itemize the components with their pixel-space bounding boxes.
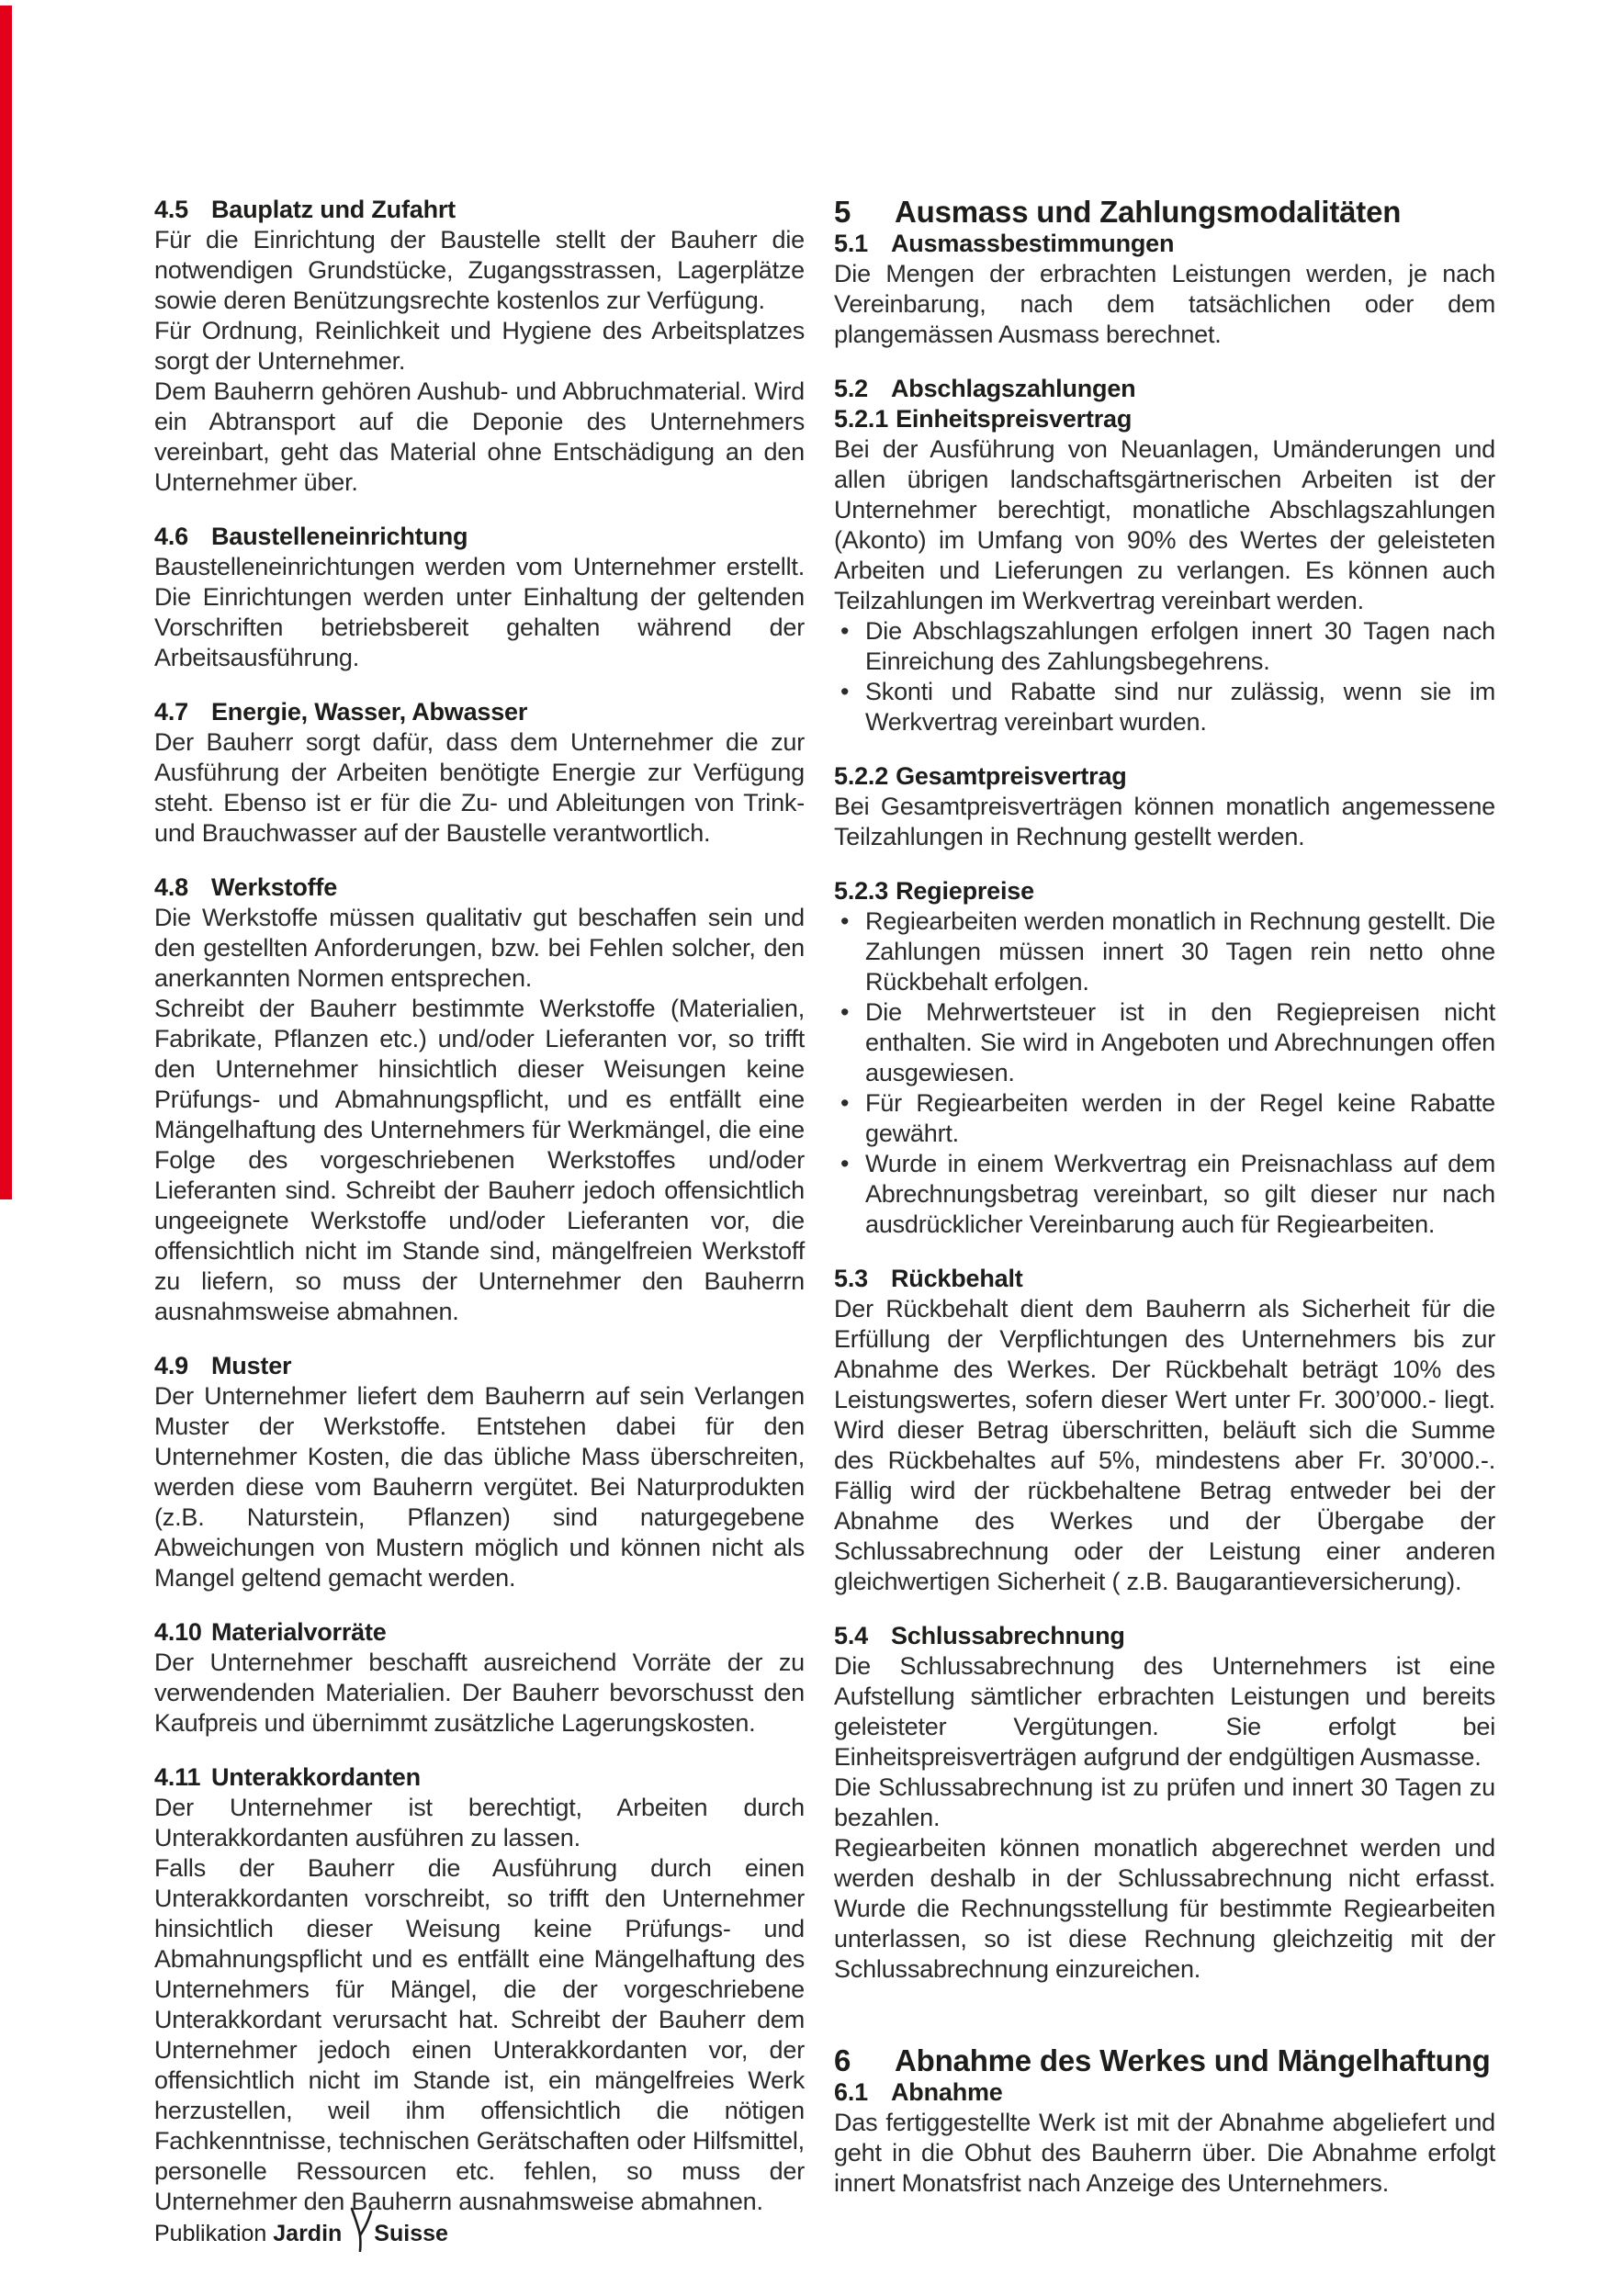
bullet-item bbox=[834, 906, 1495, 997]
section-6 bbox=[834, 2043, 1495, 2077]
bullet-icon: • bbox=[840, 678, 850, 705]
section-5-2 bbox=[834, 374, 1495, 404]
bullet-item bbox=[834, 616, 1495, 677]
body-paragraph: Baustelleneinrichtungen werden vom Unternehmer erstellt. Die Einrichtungen werden unter Einhaltung der geltenden Vorschriften betriebsbereit gehalten während der Arbeitsausführung. bbox=[154, 553, 805, 671]
body-paragraph: Schreibt der Bauherr bestimmte Werkstoffe (Materialien, Fabrikate, Pflanzen etc.) und/oder Lieferanten vor, so trifft den Unternehmer hinsichtlich dieser Weisungen keine Prüfungs- und Abmahnungspflicht, und es entfällt eine Mängelhaftung des Unternehmers für Werkmängel, die eine Folge des vorgeschriebenen Werkstoffes und/oder Lieferanten sind. Schreibt der Bauherr jedoch offensichtlich ungeeignete Werkstoffe und/oder Lieferanten vor, die offensichtlich nicht im Stande sind, mängelfreien Werkstoff zu liefern, so muss der Unternehmer den Bauherrn ausnahmsweise abmahnen. bbox=[154, 995, 805, 1325]
section-number: 4.10 bbox=[154, 1618, 202, 1646]
section-number: 5.2.1 bbox=[834, 405, 889, 433]
body-paragraph: Das fertiggestellte Werk ist mit der Abnahme abgeliefert und geht in die Obhut des Bauherrn über. Die Abnahme erfolgt innert Monatsfrist nach Anzeige des Unternehmers. bbox=[834, 2109, 1495, 2197]
section-5-2-3 bbox=[834, 876, 1495, 1240]
section-number: 5.3 bbox=[834, 1265, 868, 1292]
section-number: 5.2 bbox=[834, 375, 868, 402]
section-heading bbox=[154, 522, 805, 552]
section-number: 4.6 bbox=[154, 523, 188, 550]
section-title: Baustelleneinrichtung bbox=[211, 523, 468, 550]
section-title: Muster bbox=[211, 1352, 292, 1379]
section-heading bbox=[834, 761, 1495, 792]
section-number: 5.2.2 bbox=[834, 762, 889, 790]
section-4-8 bbox=[154, 872, 805, 1327]
bullet-list bbox=[834, 906, 1495, 1240]
section-5 bbox=[834, 195, 1495, 229]
body-paragraph: Die Mengen der erbrachten Leistungen werden, je nach Vereinbarung, nach dem tatsächlichen oder dem plangemässen Ausmass berechnet. bbox=[834, 260, 1495, 348]
section-4-6 bbox=[154, 522, 805, 673]
section-title: Werkstoffe bbox=[211, 873, 338, 901]
section-heading bbox=[154, 1351, 805, 1381]
body-paragraph: Der Bauherr sorgt dafür, dass dem Unternehmer die zur Ausführung der Arbeiten benötigte Energie zur Verfügung steht. Ebenso ist er für die Zu- und Ableitungen von Trink- und Brauchwasser auf der Baustelle verantwortlich. bbox=[154, 728, 805, 847]
section-heading bbox=[834, 404, 1495, 434]
section-title: Ausmass und Zahlungsmodalitäten bbox=[895, 195, 1402, 229]
section-title: Abschlagszahlungen bbox=[891, 375, 1136, 402]
section-number: 4.7 bbox=[154, 698, 188, 726]
section-heading bbox=[834, 195, 1495, 229]
section-title: Regiepreise bbox=[896, 877, 1034, 905]
section-heading bbox=[834, 1621, 1495, 1651]
section-heading bbox=[834, 2043, 1495, 2077]
section-6-1 bbox=[834, 2077, 1495, 2199]
section-number: 4.5 bbox=[154, 196, 188, 223]
section-4-5 bbox=[154, 195, 805, 498]
body-paragraph: Bei Gesamtpreisverträgen können monatlich angemessene Teilzahlungen in Rechnung gestellt werden. bbox=[834, 793, 1495, 850]
body-paragraph: Die Schlussabrechnung ist zu prüfen und innert 30 Tagen zu bezahlen. bbox=[834, 1773, 1495, 1831]
bullet-icon: • bbox=[840, 907, 850, 935]
section-title: Schlussabrechnung bbox=[891, 1622, 1125, 1649]
section-number: 5.4 bbox=[834, 1622, 868, 1649]
section-number: 4.11 bbox=[154, 1763, 201, 1791]
jardinsuisse-plant-icon bbox=[347, 2206, 373, 2252]
right-column bbox=[834, 195, 1495, 2199]
section-number: 6.1 bbox=[834, 2078, 868, 2106]
section-heading bbox=[154, 1617, 805, 1648]
section-heading bbox=[154, 872, 805, 903]
bullet-text: Die Abschlagszahlungen erfolgen innert 30 Tagen nach Einreichung des Zahlungsbegehrens. bbox=[865, 617, 1495, 675]
body-paragraph: Der Unternehmer ist berechtigt, Arbeiten durch Unterakkordanten ausführen zu lassen. bbox=[154, 1794, 805, 1851]
section-5-1 bbox=[834, 229, 1495, 350]
section-title: Ausmassbestimmungen bbox=[891, 230, 1175, 257]
section-heading bbox=[154, 697, 805, 727]
bullet-text: Für Regiearbeiten werden in der Regel keine Rabatte gewährt. bbox=[865, 1089, 1495, 1147]
section-number: 6 bbox=[834, 2043, 851, 2077]
bullet-text: Die Mehrwertsteuer ist in den Regiepreisen nicht enthalten. Sie wird in Angeboten und Abrechnungen offen ausgewiesen. bbox=[865, 998, 1495, 1086]
bullet-item bbox=[834, 1149, 1495, 1240]
section-heading bbox=[834, 2077, 1495, 2108]
section-5-4 bbox=[834, 1621, 1495, 1985]
body-paragraph: Die Werkstoffe müssen qualitativ gut beschaffen sein und den gestellten Anforderungen, bzw. bei Fehlen solcher, den anerkannten Normen entsprechen. bbox=[154, 904, 805, 992]
section-number: 5 bbox=[834, 195, 851, 229]
body-paragraph: Bei der Ausführung von Neuanlagen, Umänderungen und allen übrigen landschaftsgärtnerischen Arbeiten ist der Unternehmer berechtigt, monatliche Abschlagszahlungen (Akonto) im Umfang von 90% des Wertes der geleisteten Arbeiten und Lieferungen zu verlangen. Es können auch Teilzahlungen im Werkvertrag vereinbart werden. bbox=[834, 435, 1495, 614]
body-paragraph: Die Schlussabrechnung des Unternehmers ist eine Aufstellung sämtlicher erbrachten Leistungen und bereits geleisteter Vergütungen. Sie erfolgt bei Einheitspreisverträgen aufgrund der endgültigen Ausmasse. bbox=[834, 1652, 1495, 1771]
section-title: Rückbehalt bbox=[891, 1265, 1023, 1292]
section-number: 5.2.3 bbox=[834, 877, 889, 905]
body-paragraph: Dem Bauherrn gehören Aushub- und Abbruchmaterial. Wird ein Abtransport auf die Deponie des Unternehmers vereinbart, geht das Material ohne Entschädigung an den Unternehmer über. bbox=[154, 377, 805, 496]
bullet-icon: • bbox=[840, 998, 850, 1026]
section-title: Materialvorräte bbox=[211, 1618, 387, 1646]
bullet-text: Skonti und Rabatte sind nur zulässig, wenn sie im Werkvertrag vereinbart wurden. bbox=[865, 678, 1495, 736]
section-number: 4.8 bbox=[154, 873, 188, 901]
section-number: 5.1 bbox=[834, 230, 868, 257]
body-paragraph: Der Rückbehalt dient dem Bauherrn als Sicherheit für die Erfüllung der Verpflichtungen des Unternehmers bis zur Abnahme des Werkes. Der Rückbehalt beträgt 10% des Leistungswertes, sofern dieser Wert unter Fr. 300’000.- liegt. Wird dieser Betrag überschritten, beläuft sich die Summe des Rückbehaltes auf 5%, mindestens aber Fr. 30’000.-. Fällig wird der rückbehaltene Betrag entweder bei der Abnahme des Werkes und der Übergabe der Schlussabrechnung oder der Leistung einer anderen gleichwertigen Sicherheit ( z.B. Baugarantieversicherung). bbox=[834, 1295, 1495, 1595]
footer bbox=[154, 2206, 448, 2252]
section-4-9 bbox=[154, 1351, 805, 1593]
bullet-icon: • bbox=[840, 1089, 850, 1117]
body-paragraph: Falls der Bauherr die Ausführung durch einen Unterakkordanten vorschreibt, so trifft den Unternehmer hinsichtlich dieser Weisung keine Prüfungs- und Abmahnungspflicht und es entfällt eine Mängelhaftung des Unternehmers für Mängel, die der vorgeschriebene Unterakkordant verursacht hat. Schreibt der Bauherr dem Unternehmer jedoch einen Unterakkordanten vor, der offensichtlich nicht im Stande ist, ein mängelfreies Werk herzustellen, weil ihm offensichtlich die nötigen Fachkenntnisse, technischen Gerätschaften oder Hilfsmittel, personelle Ressourcen etc. fehlen, so muss der Unternehmer den Bauherrn ausnahmsweise abmahnen. bbox=[154, 1854, 805, 2215]
section-5-2-1 bbox=[834, 404, 1495, 737]
left-column bbox=[154, 195, 805, 2217]
section-heading bbox=[154, 1762, 805, 1793]
bullet-item bbox=[834, 997, 1495, 1088]
section-number: 4.9 bbox=[154, 1352, 188, 1379]
bullet-item bbox=[834, 1088, 1495, 1149]
section-5-3 bbox=[834, 1264, 1495, 1597]
section-heading bbox=[834, 1264, 1495, 1294]
bullet-icon: • bbox=[840, 1150, 850, 1177]
section-title: Gesamtpreisvertrag bbox=[896, 762, 1127, 790]
section-title: Abnahme des Werkes und Mängelhaftung bbox=[895, 2043, 1491, 2077]
section-4-7 bbox=[154, 697, 805, 849]
section-4-10 bbox=[154, 1617, 805, 1739]
section-5-2-2 bbox=[834, 761, 1495, 852]
section-title: Abnahme bbox=[891, 2078, 1003, 2106]
brand-suisse: Suisse bbox=[374, 2221, 448, 2246]
section-heading bbox=[834, 374, 1495, 404]
section-title: Bauplatz und Zufahrt bbox=[211, 196, 456, 223]
body-paragraph: Der Unternehmer beschafft ausreichend Vorräte der zu verwendenden Materialien. Der Bauherr bevorschusst den Kaufpreis und übernimmt zusätzliche Lagerungskosten. bbox=[154, 1649, 805, 1737]
section-heading bbox=[834, 876, 1495, 906]
bullet-icon: • bbox=[840, 617, 850, 645]
brand-jardin: Jardin bbox=[273, 2221, 343, 2246]
section-title: Unterakkordanten bbox=[211, 1763, 421, 1791]
bullet-text: Regiearbeiten werden monatlich in Rechnung gestellt. Die Zahlungen müssen innert 30 Tagen rein netto ohne Rückbehalt erfolgen. bbox=[865, 907, 1495, 996]
section-title: Einheitspreisvertrag bbox=[896, 405, 1133, 433]
body-paragraph: Für die Einrichtung der Baustelle stellt der Bauherr die notwendigen Grundstücke, Zugangsstrassen, Lagerplätze sowie deren Benützungsrechte kostenlos zur Verfügung. bbox=[154, 226, 805, 314]
section-heading bbox=[834, 229, 1495, 259]
footer-publication-label: Publikation bbox=[154, 2221, 267, 2246]
bullet-item bbox=[834, 677, 1495, 737]
bullet-text: Wurde in einem Werkvertrag ein Preisnachlass auf dem Abrechnungsbetrag vereinbart, so gilt dieser nur nach ausdrücklicher Vereinbarung auch für Regiearbeiten. bbox=[865, 1150, 1495, 1238]
section-4-11 bbox=[154, 1762, 805, 2217]
section-heading bbox=[154, 195, 805, 225]
body-paragraph: Der Unternehmer liefert dem Bauherrn auf sein Verlangen Muster der Werkstoffe. Entstehen dabei für den Unternehmer Kosten, die das übliche Mass überschreiten, werden diese vom Bauherrn vergütet. Bei Naturprodukten (z.B. Naturstein, Pflanzen) sind naturgegebene Abweichungen von Mustern möglich und können nicht als Mangel geltend gemacht werden. bbox=[154, 1382, 805, 1592]
red-edge-bar bbox=[0, 6, 12, 1199]
body-paragraph: Regiearbeiten können monatlich abgerechnet werden und werden deshalb in der Schlussabrechnung nicht erfasst. Wurde die Rechnungsstellung für bestimmte Regiearbeiten unterlassen, so ist diese Rechnung gleichzeitig mit der Schlussabrechnung einzureichen. bbox=[834, 1834, 1495, 1983]
bullet-list bbox=[834, 616, 1495, 737]
section-title: Energie, Wasser, Abwasser bbox=[211, 698, 528, 726]
body-paragraph: Für Ordnung, Reinlichkeit und Hygiene des Arbeitsplatzes sorgt der Unternehmer. bbox=[154, 317, 805, 375]
